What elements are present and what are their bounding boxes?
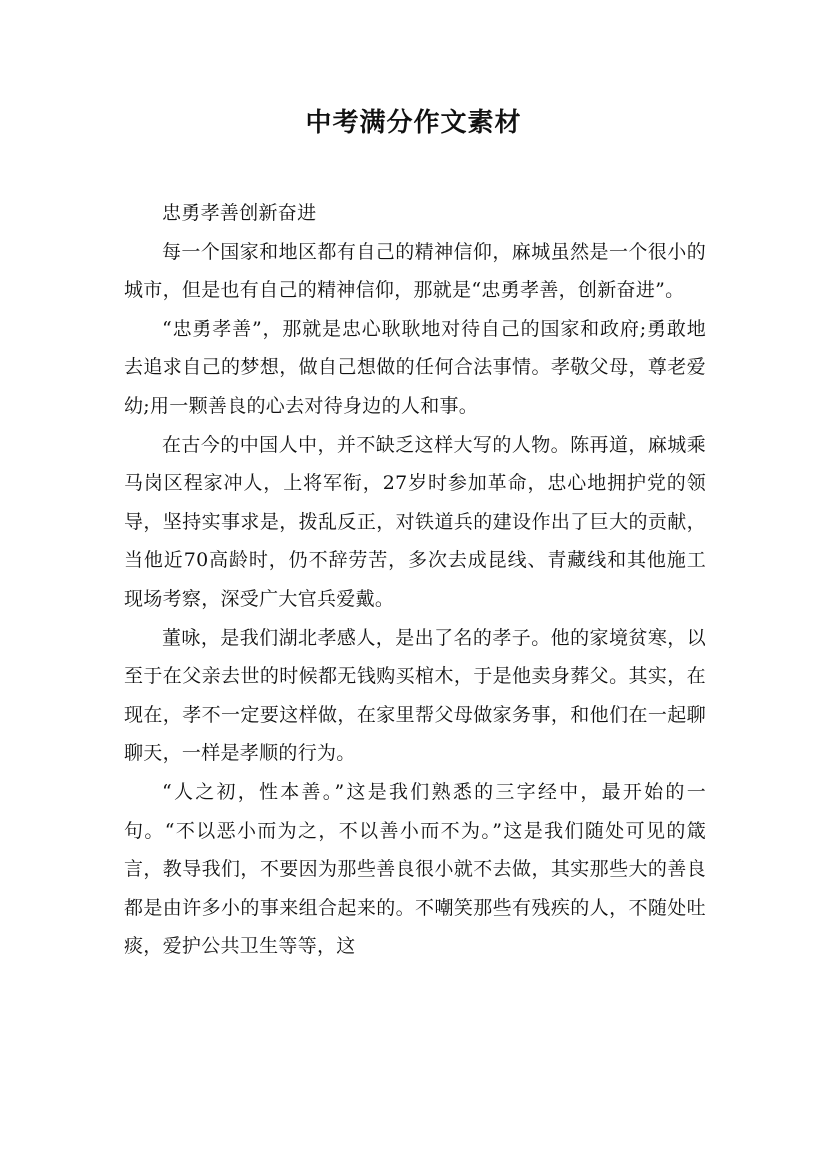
- document-title: 中考满分作文素材: [305, 108, 522, 138]
- section-heading: 忠勇孝善创新奋进: [162, 202, 317, 224]
- paragraph: 董咏，是我们湖北孝感人，是出了名的孝子。他的家境贫寒，以至于在父亲去世的时候都无钱购买棺木，于是他卖身葬父。其实，在现在，孝不一定要这样做，在家里帮父母做家务事，和他们在一起聊聊天，一样是孝顺的行为。: [124, 626, 706, 765]
- document-body: [124, 194, 706, 966]
- paragraph: “人之初，性本善。”这是我们熟悉的三字经中，最开始的一句。“不以恶小而为之，不以善小而不为。”这是我们随处可见的箴言，教导我们，不要因为那些善良很小就不去做，其实那些大的善良都是由许多小的事来组合起来的。不嘲笑那些有残疾的人，不随处吐痰，爱护公共卫生等等，这: [124, 780, 706, 958]
- paragraph: 在古今的中国人中，并不缺乏这样大写的人物。陈再道，麻城乘马岗区程家冲人，上将军衔，27岁时参加革命，忠心地拥护党的领导，坚持实事求是，拨乱反正，对铁道兵的建设作出了巨大的贡献，当他近70高龄时，仍不辞劳苦，多次去成昆线、青藏线和其他施工现场考察，深受广大官兵爱戴。: [124, 433, 706, 610]
- paragraph: “忠勇孝善”，那就是忠心耿耿地对待自己的国家和政府;勇敢地去追求自己的梦想，做自己想做的任何合法事情。孝敬父母，尊老爱幼;用一颗善良的心去对待身边的人和事。: [124, 317, 706, 417]
- paragraph: 每一个国家和地区都有自己的精神信仰，麻城虽然是一个很小的城市，但是也有自己的精神信仰，那就是“忠勇孝善，创新奋进”。: [124, 240, 706, 302]
